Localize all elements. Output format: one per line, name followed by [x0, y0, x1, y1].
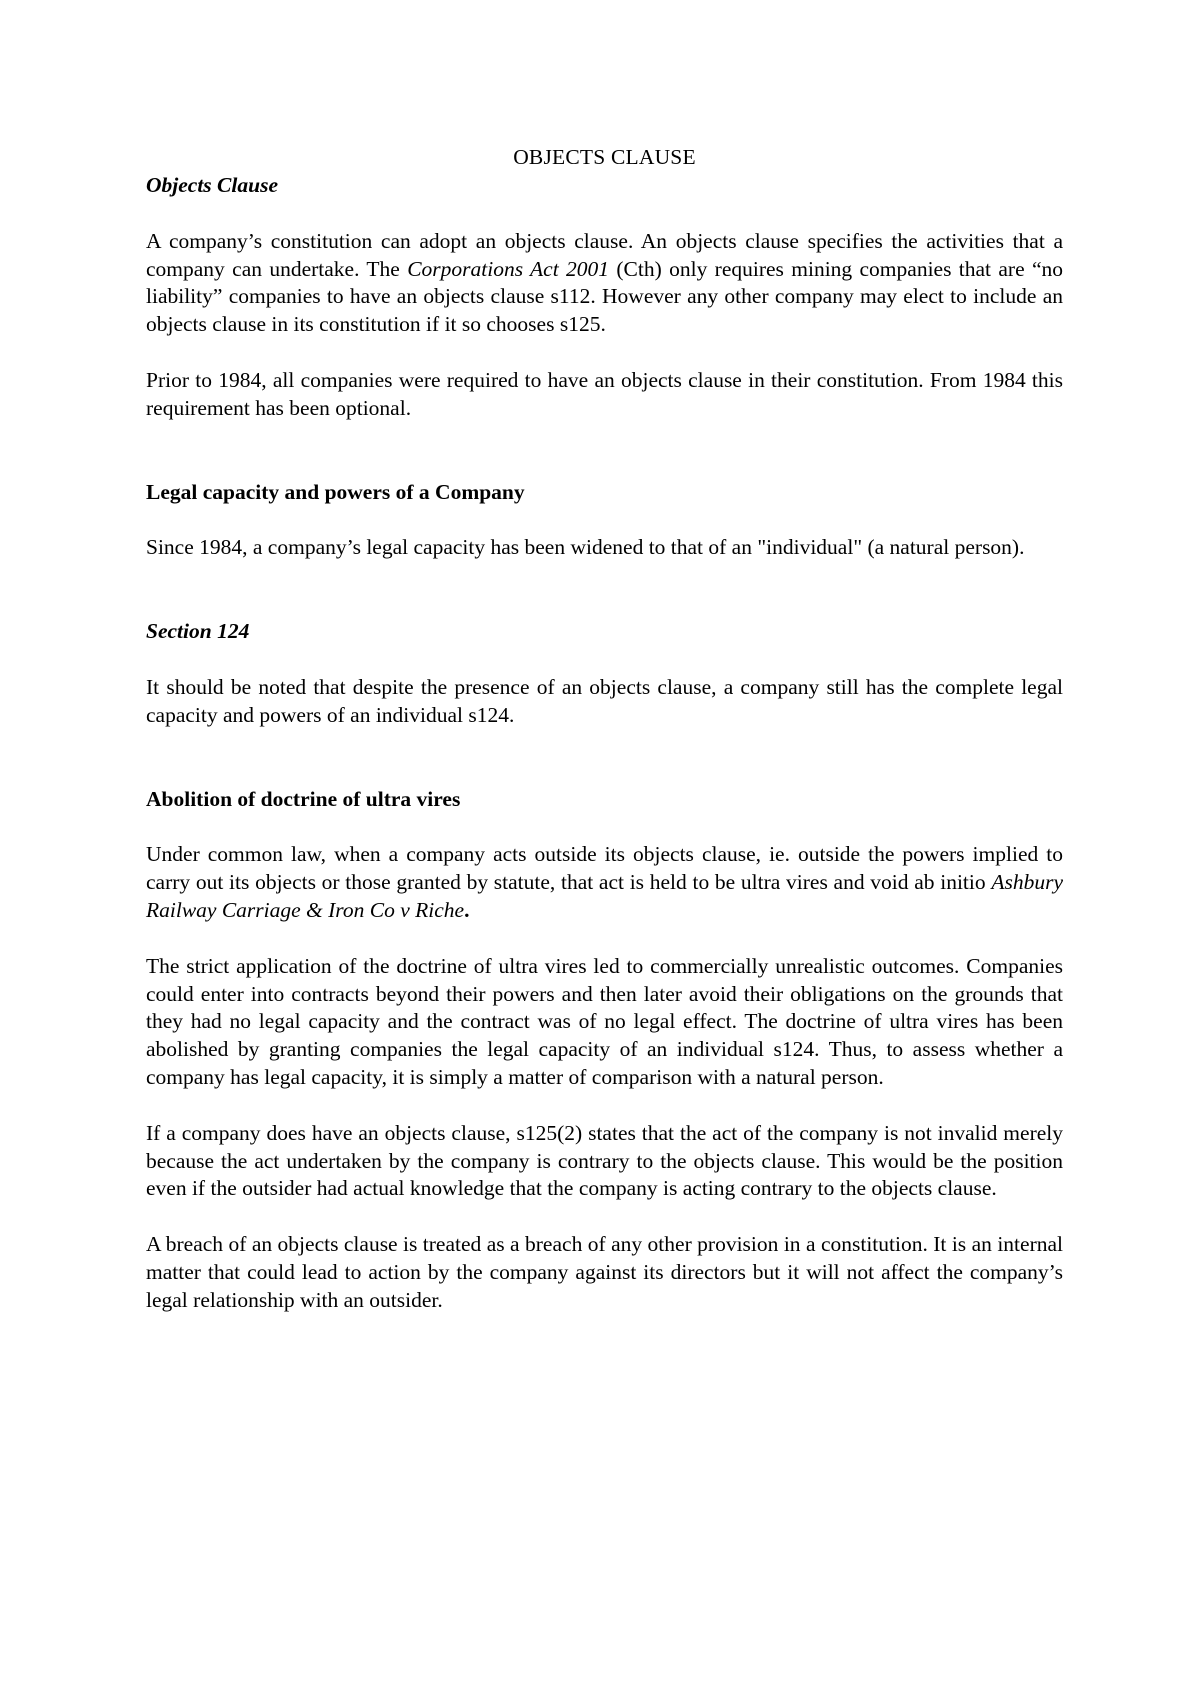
paragraph-text: A company’s constitution can adopt an objects clause. An objects clause specifies the activities that a company can undertake. The: [146, 228, 1063, 281]
document-title: OBJECTS CLAUSE: [513, 145, 696, 169]
paragraph-prior-1984: Prior to 1984, all companies were required to have an objects clause in their constitution. From 1984 this requirement has been optional.: [146, 367, 1063, 420]
paragraph-s125-2: If a company does have an objects clause, s125(2) states that the act of the company is not invalid merely because the act undertaken by the company is contrary to the objects clause. This would be the position even if the outsider had actual knowledge that the company is acting contrary to the objects clause.: [146, 1120, 1063, 1201]
objects-clause-subtitle: Objects Clause: [146, 173, 278, 197]
paragraph-text: Under common law, when a company acts outside its objects clause, ie. outside the powers implied to carry out its objects or those granted by statute, that act is held to be ultra vires and void ab initio: [146, 842, 1063, 895]
paragraph-end-mark: .: [464, 897, 470, 922]
paragraph-since-1984: Since 1984, a company’s legal capacity has been widened to that of an "individual" (a natural person).: [146, 535, 1025, 560]
heading-section-124: Section 124: [146, 619, 250, 644]
paragraph-objects-clause-intro: [146, 228, 1063, 339]
corporations-act-title: Corporations Act 2001: [407, 256, 610, 281]
document-body: [146, 144, 1063, 1315]
heading-legal-capacity: Legal capacity and powers of a Company: [146, 479, 525, 504]
paragraph-text: (Cth) only requires mining companies that are “no liability” companies to have an objects clause s112. However any other company may elect to include an objects clause in its constitution if it so chooses s125.: [146, 256, 1063, 337]
case-citation: Ashbury Railway Carriage & Iron Co v Riche: [146, 870, 1063, 922]
paragraph-breach: A breach of an objects clause is treated as a breach of any other provision in a constitution. It is an internal matter that could lead to action by the company against its directors but it will not affect the company’s legal relationship with an outsider.: [146, 1232, 1063, 1312]
paragraph-common-law: [146, 841, 1063, 924]
paragraph-strict-application: The strict application of the doctrine of ultra vires led to commercially unrealistic outcomes. Companies could enter into contracts beyond their powers and then later avoid their obligations on the grounds that they had no legal capacity and the contract was of no legal effect. The doctrine of ultra vires has been abolished by granting companies the legal capacity of an individual s124. Thus, to assess whether a company has legal capacity, it is simply a matter of comparison with a natural person.: [146, 953, 1063, 1089]
heading-abolition-ultra-vires: Abolition of doctrine of ultra vires: [146, 786, 461, 811]
paragraph-section-124: It should be noted that despite the presence of an objects clause, a company still has the complete legal capacity and powers of an individual s124.: [146, 674, 1063, 727]
